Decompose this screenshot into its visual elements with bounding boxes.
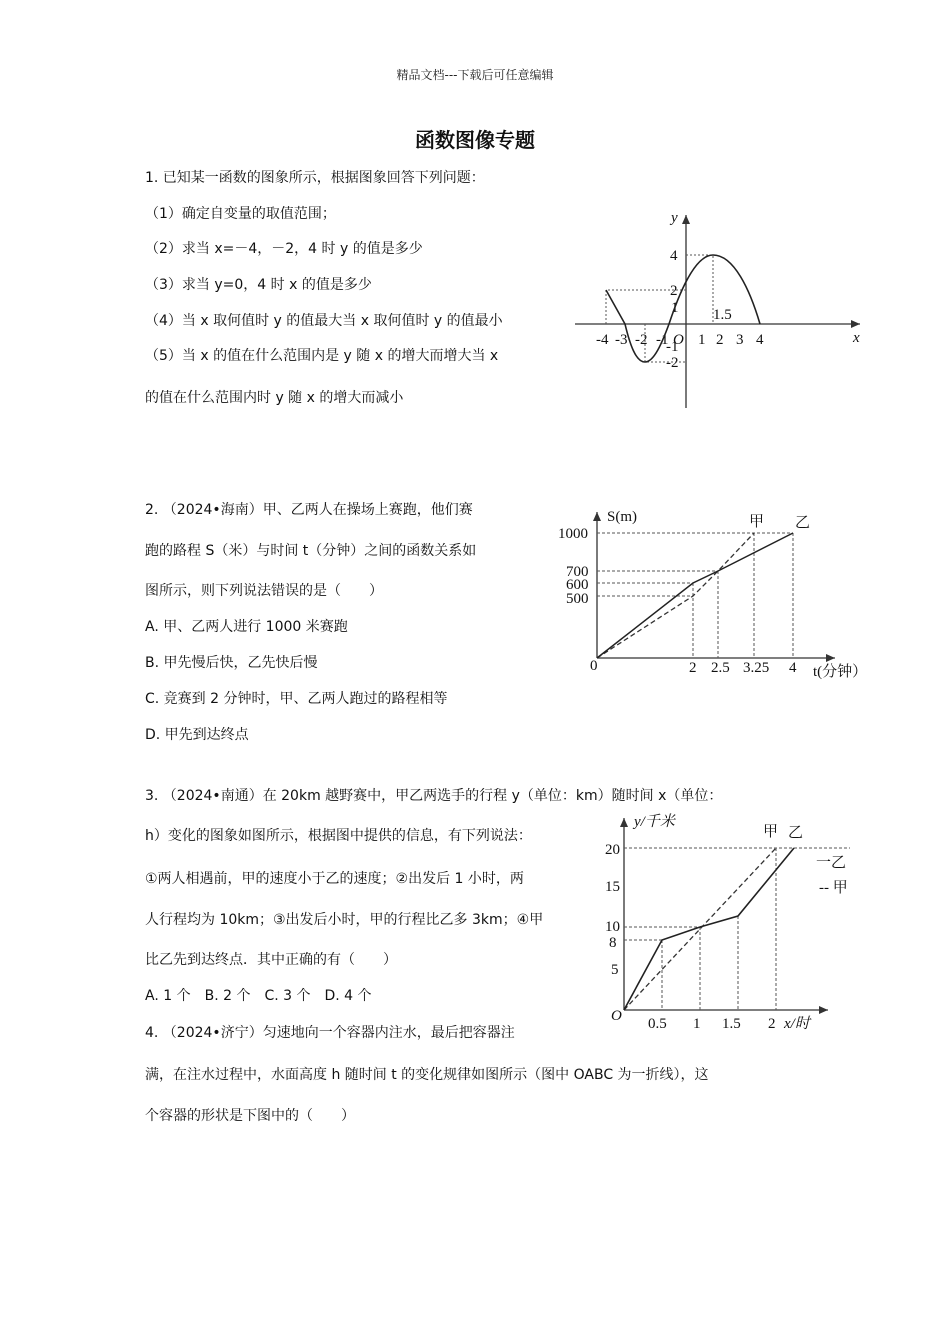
q1-function-graph <box>570 205 870 415</box>
q3-origin: O <box>611 1008 622 1024</box>
q2-option-a: A. 甲、乙两人进行 1000 米赛跑 <box>145 619 348 635</box>
q3-y-label: y/千米 <box>634 814 675 830</box>
q3-line-4: 人行程均为 10km；③出发后小时，甲的行程比乙多 3km；④甲 <box>145 912 544 928</box>
q3-series-label-jia: 甲 <box>763 824 779 840</box>
q4-line-1: 4. （2024•济宁）匀速地向一个容器内注水，最后把容器注 <box>145 1025 515 1041</box>
q1-line-6: （5）当 x 的值在什么范围内是 y 随 x 的增大而增大当 x <box>145 348 499 364</box>
q1-xtick: 1 <box>698 332 706 348</box>
q3-line-2: h）变化的图象如图所示，根据图中提供的信息，有下列说法： <box>145 828 532 844</box>
q1-annotation: 1.5 <box>713 307 732 323</box>
q1-ytick: 4 <box>670 248 678 264</box>
q1-ytick: -2 <box>666 355 679 371</box>
q3-ytick: 20 <box>605 842 620 858</box>
q2-xtick: 2.5 <box>711 660 730 676</box>
q2-line-3: 图所示，则下列说法错误的是（ ） <box>145 583 383 599</box>
q3-line-1: 3. （2024•南通）在 20km 越野赛中，甲乙两选手的行程 y（单位：km）随时间 x（单位： <box>145 788 723 804</box>
q1-y-arrow <box>682 215 690 224</box>
q3-series-label-yi: 乙 <box>788 825 804 841</box>
q1-origin: O <box>673 332 684 348</box>
q3-legend-jia: -- 甲 <box>819 880 848 896</box>
q1-ytick: -1 <box>666 339 679 355</box>
q4-line-2: 满，在注水过程中，水面高度 h 随时间 t 的变化规律如图所示（图中 OABC 为一折线），这 <box>145 1067 709 1083</box>
q1-xtick: 2 <box>716 332 724 348</box>
q3-line-yi <box>624 848 794 1010</box>
q1-line-1: 1. 已知某一函数的图象所示，根据图象回答下列问题： <box>145 170 485 186</box>
q1-x-label: x <box>853 330 860 346</box>
q2-ytick: 700 <box>566 564 589 580</box>
q3-race-graph <box>600 810 875 1040</box>
q3-xtick: 1.5 <box>722 1016 741 1032</box>
page-header: 精品文档---下载后可任意编辑 <box>396 68 554 82</box>
q1-line-4: （3）求当 y=0，4 时 x 的值是多少 <box>145 277 372 293</box>
q3-options: A. 1 个 B. 2 个 C. 3 个 D. 4 个 <box>145 988 372 1004</box>
q3-ytick: 8 <box>609 935 617 951</box>
q2-series-label-yi: 乙 <box>795 515 811 531</box>
q2-line-1: 2. （2024•海南）甲、乙两人在操场上赛跑，他们赛 <box>145 502 473 518</box>
q2-xtick: 4 <box>789 660 797 676</box>
q2-origin: 0 <box>590 658 598 674</box>
q2-option-c: C. 竞赛到 2 分钟时，甲、乙两人跑过的路程相等 <box>145 691 448 707</box>
q1-line-2: （1）确定自变量的取值范围； <box>145 206 336 222</box>
q1-xtick: -1 <box>656 332 669 348</box>
q3-xtick: 2 <box>768 1016 776 1032</box>
q1-xtick: -3 <box>615 332 628 348</box>
q1-line-5: （4）当 x 取何值时 y 的值最大当 x 取何值时 y 的值最小 <box>145 313 503 329</box>
q3-ytick: 15 <box>605 879 620 895</box>
q4-line-3: 个容器的形状是下图中的（ ） <box>145 1108 355 1124</box>
q3-ytick: 5 <box>611 962 619 978</box>
q1-xtick: 4 <box>756 332 764 348</box>
q3-line-3: ①两人相遇前，甲的速度小于乙的速度；②出发后 1 小时，两 <box>145 871 524 887</box>
q2-xtick: 3.25 <box>743 660 770 676</box>
q1-ytick: 1 <box>671 300 679 316</box>
q2-line-2: 跑的路程 S（米）与时间 t（分钟）之间的函数关系如 <box>145 543 477 559</box>
q2-x-label: t(分钟） <box>813 664 868 680</box>
q1-xtick: -4 <box>596 332 609 348</box>
q3-legend-yi: 一乙 <box>816 855 847 871</box>
q2-xtick: 2 <box>689 660 697 676</box>
q1-line-7: 的值在什么范围内时 y 随 x 的增大而减小 <box>145 390 404 406</box>
q2-y-label: S(m) <box>607 509 637 525</box>
q1-line-3: （2）求当 x=－4，－2，4 时 y 的值是多少 <box>145 241 423 257</box>
q2-ytick: 1000 <box>558 526 588 542</box>
q2-ytick: 600 <box>566 577 589 593</box>
q3-xtick: 0.5 <box>648 1016 667 1032</box>
q1-xtick: 3 <box>736 332 744 348</box>
q1-y-label: y <box>671 210 678 226</box>
q2-ytick: 500 <box>566 591 589 607</box>
q3-xtick: 1 <box>693 1016 701 1032</box>
q1-guide-max <box>686 255 713 324</box>
q3-ytick: 10 <box>605 919 620 935</box>
q1-xtick: -2 <box>635 332 648 348</box>
page-title: 函数图像专题 <box>415 128 535 152</box>
q1-x-arrow <box>851 320 860 328</box>
q2-series-label-jia: 甲 <box>749 514 765 530</box>
q3-line-5: 比乙先到达终点．其中正确的有（ ） <box>145 952 397 968</box>
q3-x-label: x/时 <box>784 1016 810 1032</box>
q2-option-d: D. 甲先到达终点 <box>145 727 249 743</box>
q1-ytick: 2 <box>670 283 678 299</box>
q2-option-b: B. 甲先慢后快，乙先快后慢 <box>145 655 318 671</box>
q2-race-graph <box>555 500 885 685</box>
